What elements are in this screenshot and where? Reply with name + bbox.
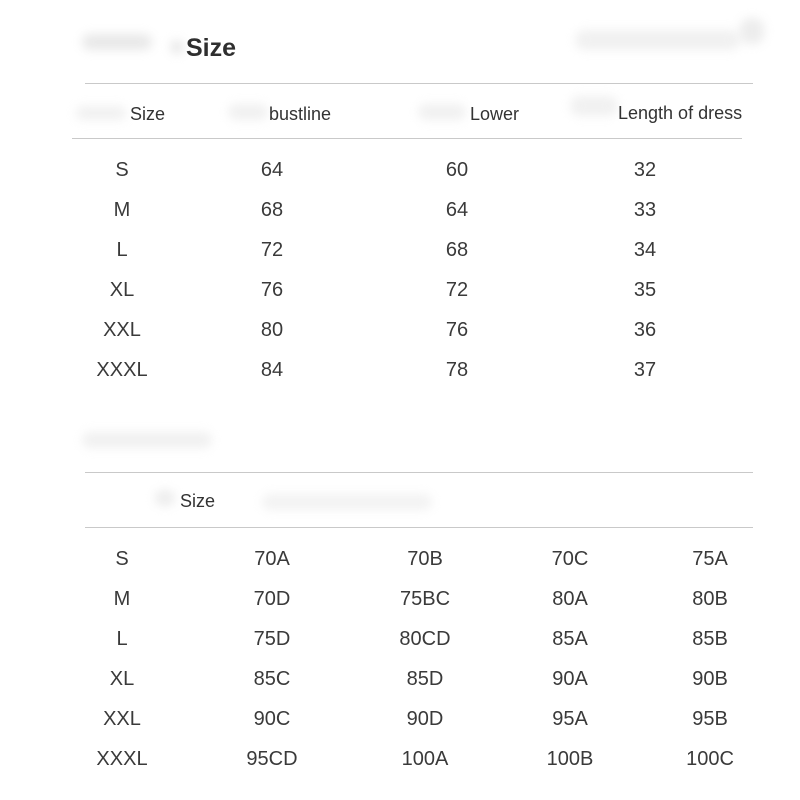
table-cell: 100B — [546, 748, 594, 770]
blurred-text-artifact — [82, 432, 212, 448]
table-cell: 100C — [686, 748, 734, 770]
table-cell: 75BC — [399, 588, 451, 610]
table-cell: 90D — [406, 708, 444, 730]
table-cell: 85C — [253, 668, 291, 690]
table-cell: 95B — [692, 708, 728, 730]
size-label: S — [115, 548, 129, 570]
table-cell: 35 — [633, 279, 657, 301]
blurred-text-artifact — [170, 40, 184, 54]
table-cell: 33 — [633, 199, 657, 221]
table-cell: 90C — [253, 708, 291, 730]
table-cell: 80 — [260, 319, 284, 341]
table-cell: 36 — [633, 319, 657, 341]
blurred-text-artifact — [82, 34, 152, 50]
table-cell: 95CD — [246, 748, 298, 770]
table-cell: 72 — [260, 239, 284, 261]
table-cell: 90A — [552, 668, 588, 690]
table-cell: 64 — [445, 199, 469, 221]
divider — [85, 527, 753, 528]
blurred-text-artifact — [76, 106, 126, 120]
blurred-text-artifact — [262, 494, 432, 510]
size-label: XXL — [103, 319, 141, 341]
table-cell: 68 — [445, 239, 469, 261]
table-cell: 80B — [692, 588, 728, 610]
divider — [85, 472, 753, 473]
table-cell: 75A — [692, 548, 728, 570]
blurred-text-artifact — [570, 96, 618, 116]
page-title: Size — [186, 34, 237, 62]
table-cell: 75D — [253, 628, 291, 650]
table-cell: 85A — [552, 628, 588, 650]
table-cell: 64 — [260, 159, 284, 181]
table-cell: 85D — [406, 668, 444, 690]
size-label: XL — [109, 279, 135, 301]
table-cell: 37 — [633, 359, 657, 381]
size-label: L — [116, 628, 128, 650]
blurred-text-artifact — [155, 490, 175, 506]
table-cell: 68 — [260, 199, 284, 221]
divider — [72, 138, 742, 139]
table-cell: 60 — [445, 159, 469, 181]
blurred-text-artifact — [575, 30, 740, 50]
table-cell: 100A — [401, 748, 449, 770]
table-cell: 85B — [692, 628, 728, 650]
table-cell: 80A — [552, 588, 588, 610]
header-size: Size — [130, 104, 166, 124]
table-cell: 32 — [633, 159, 657, 181]
table-cell: 34 — [633, 239, 657, 261]
table-cell: 80CD — [399, 628, 451, 650]
size-label: S — [115, 159, 129, 181]
blurred-text-artifact — [418, 104, 466, 120]
table-cell: 70B — [407, 548, 443, 570]
table-cell: 72 — [445, 279, 469, 301]
header-size: Size — [180, 491, 216, 511]
table-cell: 70C — [551, 548, 589, 570]
divider — [85, 83, 753, 84]
size-label: L — [116, 239, 128, 261]
table-cell: 95A — [552, 708, 588, 730]
header-length-of-dress: Length of dress — [618, 103, 743, 123]
header-lower: Lower — [470, 104, 520, 124]
table-cell: 76 — [260, 279, 284, 301]
blurred-text-artifact — [740, 18, 764, 44]
table-cell: 70A — [254, 548, 290, 570]
size-label: XXXL — [96, 748, 148, 770]
table-cell: 90B — [692, 668, 728, 690]
header-bustline: bustline — [269, 104, 332, 124]
table-cell: 78 — [445, 359, 469, 381]
size-label: XXL — [103, 708, 141, 730]
blurred-text-artifact — [228, 104, 268, 120]
table-cell: 84 — [260, 359, 284, 381]
size-label: M — [113, 588, 131, 610]
size-label: XXXL — [96, 359, 148, 381]
table-cell: 70D — [253, 588, 291, 610]
size-label: M — [113, 199, 131, 221]
size-label: XL — [109, 668, 135, 690]
table-cell: 76 — [445, 319, 469, 341]
